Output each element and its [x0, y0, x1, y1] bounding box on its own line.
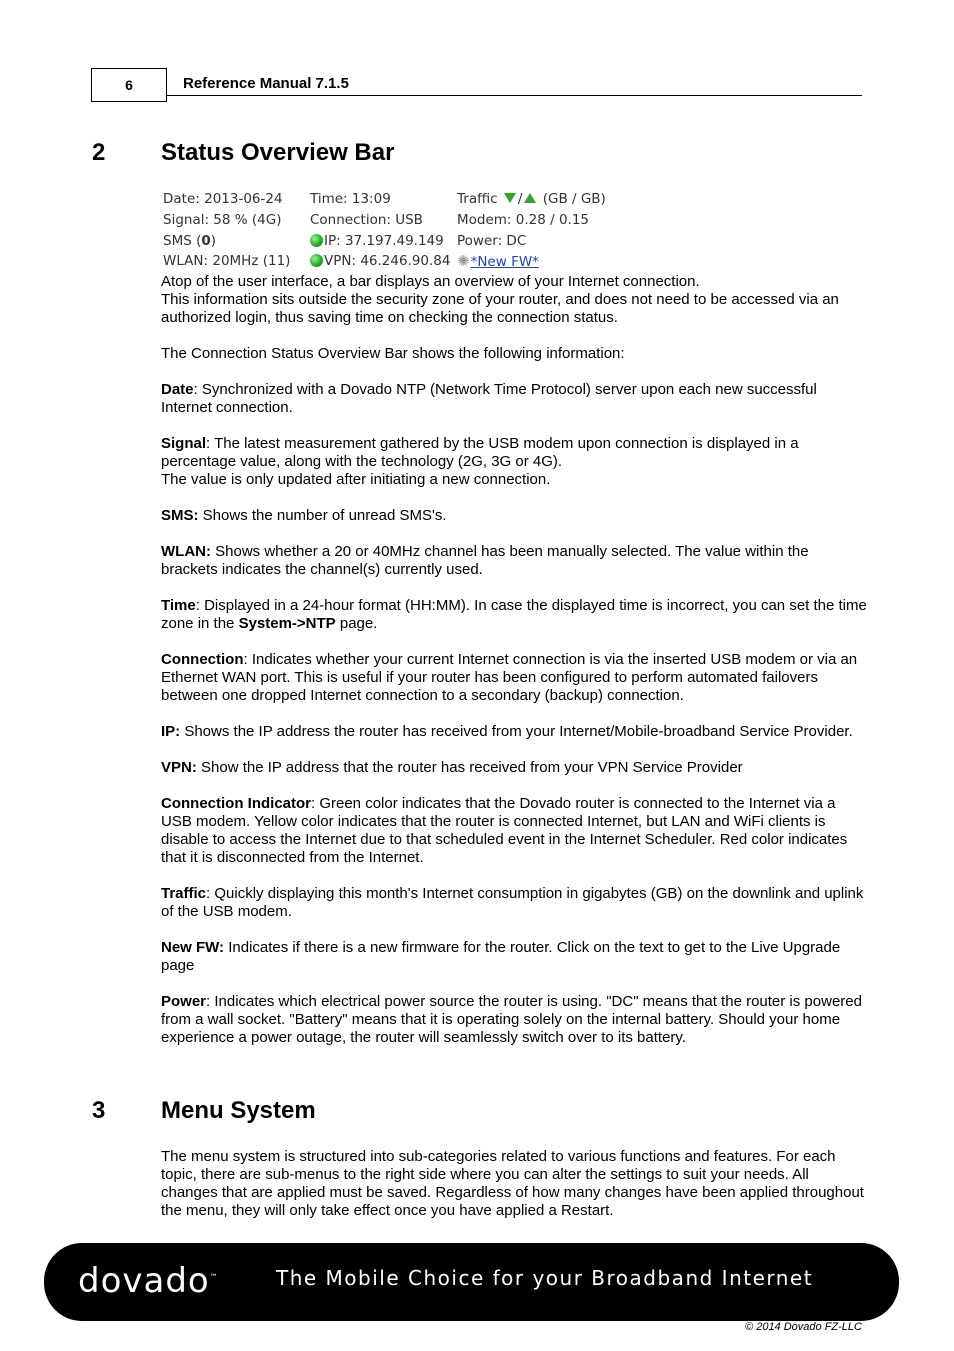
- term-text: : Synchronized with a Dovado NTP (Network Time Protocol) server upon each new successful Internet connection.: [161, 381, 817, 416]
- term-text: Shows the number of unread SMS's.: [198, 507, 447, 524]
- status-sms: [163, 230, 310, 251]
- term-label: WLAN:: [161, 543, 211, 560]
- section-number: 3: [92, 1097, 106, 1124]
- status-overview-bar: [163, 189, 606, 272]
- term-label: Connection Indicator: [161, 795, 311, 812]
- section-number: 2: [92, 139, 106, 166]
- page-number: 6: [91, 68, 167, 102]
- logo-trademark: ™: [209, 1272, 219, 1282]
- term-text: Shows whether a 20 or 40MHz channel has been manually selected. The value within the brackets indicates the channel(s) currently used.: [161, 543, 809, 578]
- intro-line-1: Atop of the user interface, a bar displays an overview of your Internet connection.: [161, 273, 700, 290]
- indicator-description: [161, 795, 867, 867]
- newfw-description: [161, 939, 867, 975]
- term-text: Show the IP address that the router has received from your VPN Service Provider: [196, 759, 743, 776]
- term-text: Shows the IP address the router has received from your Internet/Mobile-broadband Service Provider.: [180, 723, 853, 740]
- ip-value: IP: 37.197.49.149: [324, 232, 444, 249]
- term-label: Connection: [161, 651, 244, 668]
- status-vpn: [310, 251, 457, 272]
- status-ip: [310, 230, 457, 251]
- term-text: : Indicates whether your current Internet connection is via the inserted USB modem or via an Ethernet WAN port. This is useful if your router has been configured to perform automated failovers between one dropped Internet connection to a secondary (backup) connection.: [161, 651, 858, 704]
- sms-description: [161, 507, 867, 525]
- time-description: [161, 597, 867, 633]
- traffic-slash: /: [517, 191, 523, 208]
- traffic-units: (GB / GB): [542, 191, 606, 208]
- status-power: Power: DC: [457, 232, 527, 249]
- term-text: : Displayed in a 24-hour format (HH:MM). In case the displayed time is incorrect, you can set the time zone in the: [161, 597, 867, 632]
- vpn-indicator-icon: [310, 254, 323, 267]
- term-label: VPN:: [161, 759, 197, 776]
- ip-description: [161, 723, 867, 741]
- section-title: Status Overview Bar: [161, 139, 395, 166]
- section3-body: [161, 1148, 867, 1220]
- download-arrow-icon: [504, 193, 516, 203]
- header-divider: [167, 95, 862, 96]
- status-date: Date: 2013-06-24: [163, 191, 283, 208]
- signal-description: [161, 435, 867, 489]
- status-signal: Signal: 58 % (4G): [163, 212, 282, 229]
- upload-arrow-icon: [524, 193, 536, 203]
- term-label: SMS:: [161, 507, 199, 524]
- menu-system-text: The menu system is structured into sub-categories related to various functions and features. For each topic, there are sub-menus to the right side where you can alter the settings to suit your needs. All changes that are applied must be saved. Regardless of how many changes have been applied throughout the menu, they will only take effect once you have applied a Restart.: [161, 1148, 864, 1219]
- connection-description: [161, 651, 867, 705]
- status-traffic: [457, 189, 606, 210]
- sms-close: ): [210, 232, 217, 249]
- status-time: Time: 13:09: [310, 191, 391, 208]
- term-label: Time: [161, 597, 196, 614]
- traffic-label: Traffic: [457, 191, 498, 208]
- status-newfw: [457, 251, 606, 272]
- term-label: Signal: [161, 435, 207, 452]
- term-label: IP:: [161, 723, 181, 740]
- connection-indicator-icon: [310, 234, 323, 247]
- term-label: Power: [161, 993, 207, 1010]
- term-text: The value is only updated after initiating a new connection.: [161, 471, 551, 488]
- footer-banner: [44, 1243, 899, 1321]
- status-modem: Modem: 0.28 / 0.15: [457, 212, 590, 229]
- traffic-description: [161, 885, 867, 921]
- term-label: New FW:: [161, 939, 225, 956]
- slogan: The Mobile Choice for your Broadband Internet: [276, 1266, 814, 1290]
- vpn-value: VPN: 46.246.90.84: [324, 253, 451, 270]
- term-text: : Quickly displaying this month's Internet consumption in gigabytes (GB) on the downlink and uplink of the USB modem.: [161, 885, 864, 920]
- sms-count: 0: [201, 232, 211, 249]
- term-text: page.: [335, 615, 378, 632]
- intro-line-2: This information sits outside the security zone of your router, and does not need to be accessed via an authorized login, thus saving time on checking the connection status.: [161, 291, 839, 326]
- vpn-description: [161, 759, 867, 777]
- gear-icon: ✺: [457, 252, 470, 271]
- term-text: : The latest measurement gathered by the USB modem upon connection is displayed in a percentage value, along with the technology (2G, 3G or 4G).: [161, 435, 799, 470]
- term-text: Indicates if there is a new firmware for the router. Click on the text to get to the Live Upgrade page: [161, 939, 841, 974]
- system-ntp-reference: System->NTP: [238, 615, 336, 632]
- term-text: : Indicates which electrical power source the router is using. "DC" means that the router is powered from a wall socket. "Battery" means that it is operating solely on the internal battery. Should your home experience a power outage, the router will seamlessly switch over to its battery.: [161, 993, 862, 1046]
- date-description: [161, 381, 867, 417]
- logo-text: dovado: [78, 1261, 210, 1301]
- dovado-logo: [78, 1261, 219, 1301]
- document-title: Reference Manual 7.1.5: [183, 75, 349, 92]
- term-label: Traffic: [161, 885, 207, 902]
- sms-label: SMS (: [163, 232, 202, 249]
- power-description: [161, 993, 867, 1047]
- status-connection: Connection: USB: [310, 212, 423, 229]
- term-label: Date: [161, 381, 194, 398]
- new-fw-link[interactable]: *New FW*: [470, 254, 539, 271]
- status-wlan: WLAN: 20MHz (11): [163, 253, 291, 270]
- term-text: : Green color indicates that the Dovado router is connected to the Internet via a USB modem. Yellow color indicates that the router is connected Internet, but LAN and WiFi clients is disable to access the Internet due to that scheduled event in the Internet Scheduler. Red color indicates that it is disconnected from the Internet.: [161, 795, 848, 866]
- copyright: © 2014 Dovado FZ-LLC: [745, 1321, 862, 1333]
- wlan-description: [161, 543, 867, 579]
- section2-body: [161, 273, 867, 1065]
- intro-line-3: The Connection Status Overview Bar shows the following information:: [161, 345, 625, 362]
- section-title: Menu System: [161, 1097, 316, 1124]
